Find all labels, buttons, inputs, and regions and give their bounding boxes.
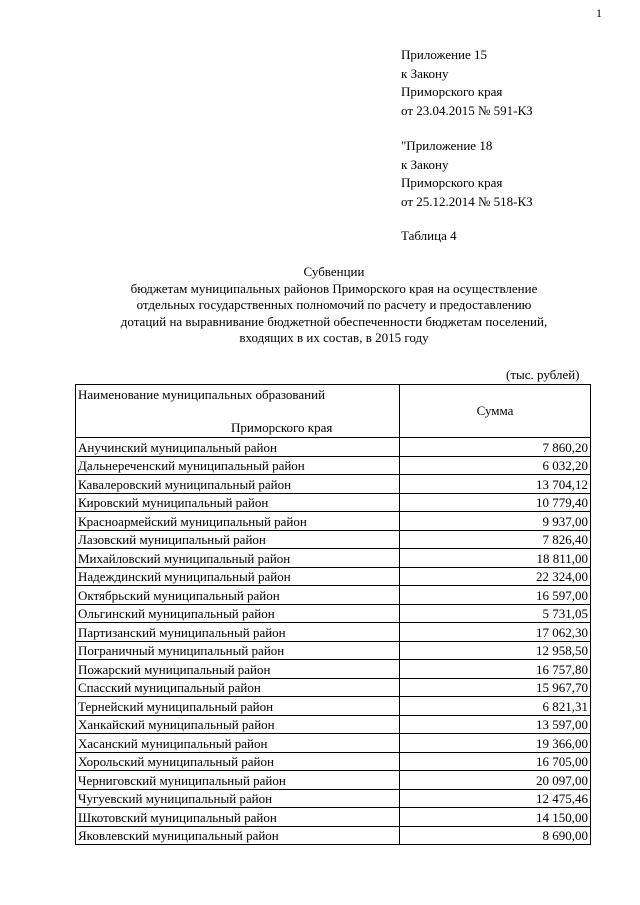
district-name: Красноармейский муниципальный район [76, 512, 400, 531]
district-name: Хорольский муниципальный район [76, 752, 400, 771]
table-row [76, 604, 591, 623]
district-name: Михайловский муниципальный район [76, 549, 400, 568]
table-row [76, 752, 591, 771]
table-row [76, 438, 591, 457]
table-row [76, 475, 591, 494]
appendix-previous-block [401, 137, 533, 211]
district-name: Ольгинский муниципальный район [76, 604, 400, 623]
header-name-line1: Наименование муниципальных образований [78, 387, 326, 402]
district-amount: 13 597,00 [400, 715, 591, 734]
table-row [76, 567, 591, 586]
table-header-row [76, 385, 591, 438]
district-name: Ханкайский муниципальный район [76, 715, 400, 734]
appendix-current-line: от 23.04.2015 № 591-КЗ [401, 102, 533, 118]
appendix-current-block [401, 46, 533, 120]
table-row [76, 456, 591, 475]
district-amount: 16 597,00 [400, 586, 591, 605]
table-row [76, 771, 591, 790]
district-amount: 22 324,00 [400, 567, 591, 586]
district-name: Пожарский муниципальный район [76, 660, 400, 679]
appendix-current-line: Приморского края [401, 84, 503, 99]
table-row [76, 678, 591, 697]
district-name: Хасанский муниципальный район [76, 734, 400, 753]
district-amount: 13 704,12 [400, 475, 591, 494]
district-name: Дальнереченский муниципальный район [76, 456, 400, 475]
appendix-current-line: Приложение 15 [401, 47, 488, 62]
district-name: Чугуевский муниципальный район [76, 789, 400, 808]
title-line: входящих в их состав, в 2015 году [239, 330, 429, 345]
table-row [76, 715, 591, 734]
table-row [76, 789, 591, 808]
district-name: Шкотовский муниципальный район [76, 808, 400, 827]
table-row [76, 660, 591, 679]
district-amount: 8 690,00 [400, 826, 591, 845]
title-line: отдельных государственных полномочий по расчету и предоставлению [136, 297, 532, 312]
district-amount: 12 475,46 [400, 789, 591, 808]
district-name: Лазовский муниципальный район [76, 530, 400, 549]
appendix-current-line: к Закону [401, 65, 449, 81]
district-amount: 6 032,20 [400, 456, 591, 475]
title-line: бюджетам муниципальных районов Приморского края на осуществление [130, 280, 538, 296]
table-row [76, 530, 591, 549]
appendix-previous-line: Приморского края [401, 175, 503, 190]
appendix-previous-line: к Закону [401, 156, 449, 172]
table-row [76, 586, 591, 605]
document-title [76, 264, 592, 347]
district-amount: 20 097,00 [400, 771, 591, 790]
table-row [76, 549, 591, 568]
district-name: Кавалеровский муниципальный район [76, 475, 400, 494]
table-row [76, 641, 591, 660]
district-amount: 7 826,40 [400, 530, 591, 549]
table-body [76, 438, 591, 845]
district-amount: 18 811,00 [400, 549, 591, 568]
table-row [76, 734, 591, 753]
header-name-line2: Приморского края [231, 420, 333, 435]
district-amount: 12 958,50 [400, 641, 591, 660]
page-number: 1 [596, 6, 602, 20]
table-row [76, 512, 591, 531]
district-name: Спасский муниципальный район [76, 678, 400, 697]
header-name [76, 385, 400, 438]
district-amount: 16 757,80 [400, 660, 591, 679]
district-amount: 9 937,00 [400, 512, 591, 531]
header-sum: Сумма [400, 385, 591, 438]
table-row [76, 623, 591, 642]
district-name: Надеждинский муниципальный район [76, 567, 400, 586]
district-amount: 15 967,70 [400, 678, 591, 697]
district-amount: 7 860,20 [400, 438, 591, 457]
title-heading: Субвенции [303, 264, 365, 279]
table-row [76, 808, 591, 827]
district-amount: 6 821,31 [400, 697, 591, 716]
district-amount: 14 150,00 [400, 808, 591, 827]
subvention-table [75, 384, 591, 845]
district-amount: 10 779,40 [400, 493, 591, 512]
district-name: Тернейский муниципальный район [76, 697, 400, 716]
district-name: Черниговский муниципальный район [76, 771, 400, 790]
district-amount: 16 705,00 [400, 752, 591, 771]
table-row [76, 697, 591, 716]
district-name: Анучинский муниципальный район [76, 438, 400, 457]
district-name: Пограничный муниципальный район [76, 641, 400, 660]
table-label: Таблица 4 [401, 228, 457, 243]
unit-note: (тыс. рублей) [506, 367, 580, 382]
district-name: Кировский муниципальный район [76, 493, 400, 512]
table-row [76, 826, 591, 845]
district-amount: 17 062,30 [400, 623, 591, 642]
district-amount: 5 731,05 [400, 604, 591, 623]
district-name: Октябрьский муниципальный район [76, 586, 400, 605]
appendix-previous-line: "Приложение 18 [401, 138, 493, 153]
appendix-previous-line: от 25.12.2014 № 518-КЗ [401, 193, 533, 209]
table-row [76, 493, 591, 512]
district-name: Партизанский муниципальный район [76, 623, 400, 642]
district-amount: 19 366,00 [400, 734, 591, 753]
title-line: дотаций на выравнивание бюджетной обеспеченности бюджетам поселений, [120, 313, 548, 329]
district-name: Яковлевский муниципальный район [76, 826, 400, 845]
